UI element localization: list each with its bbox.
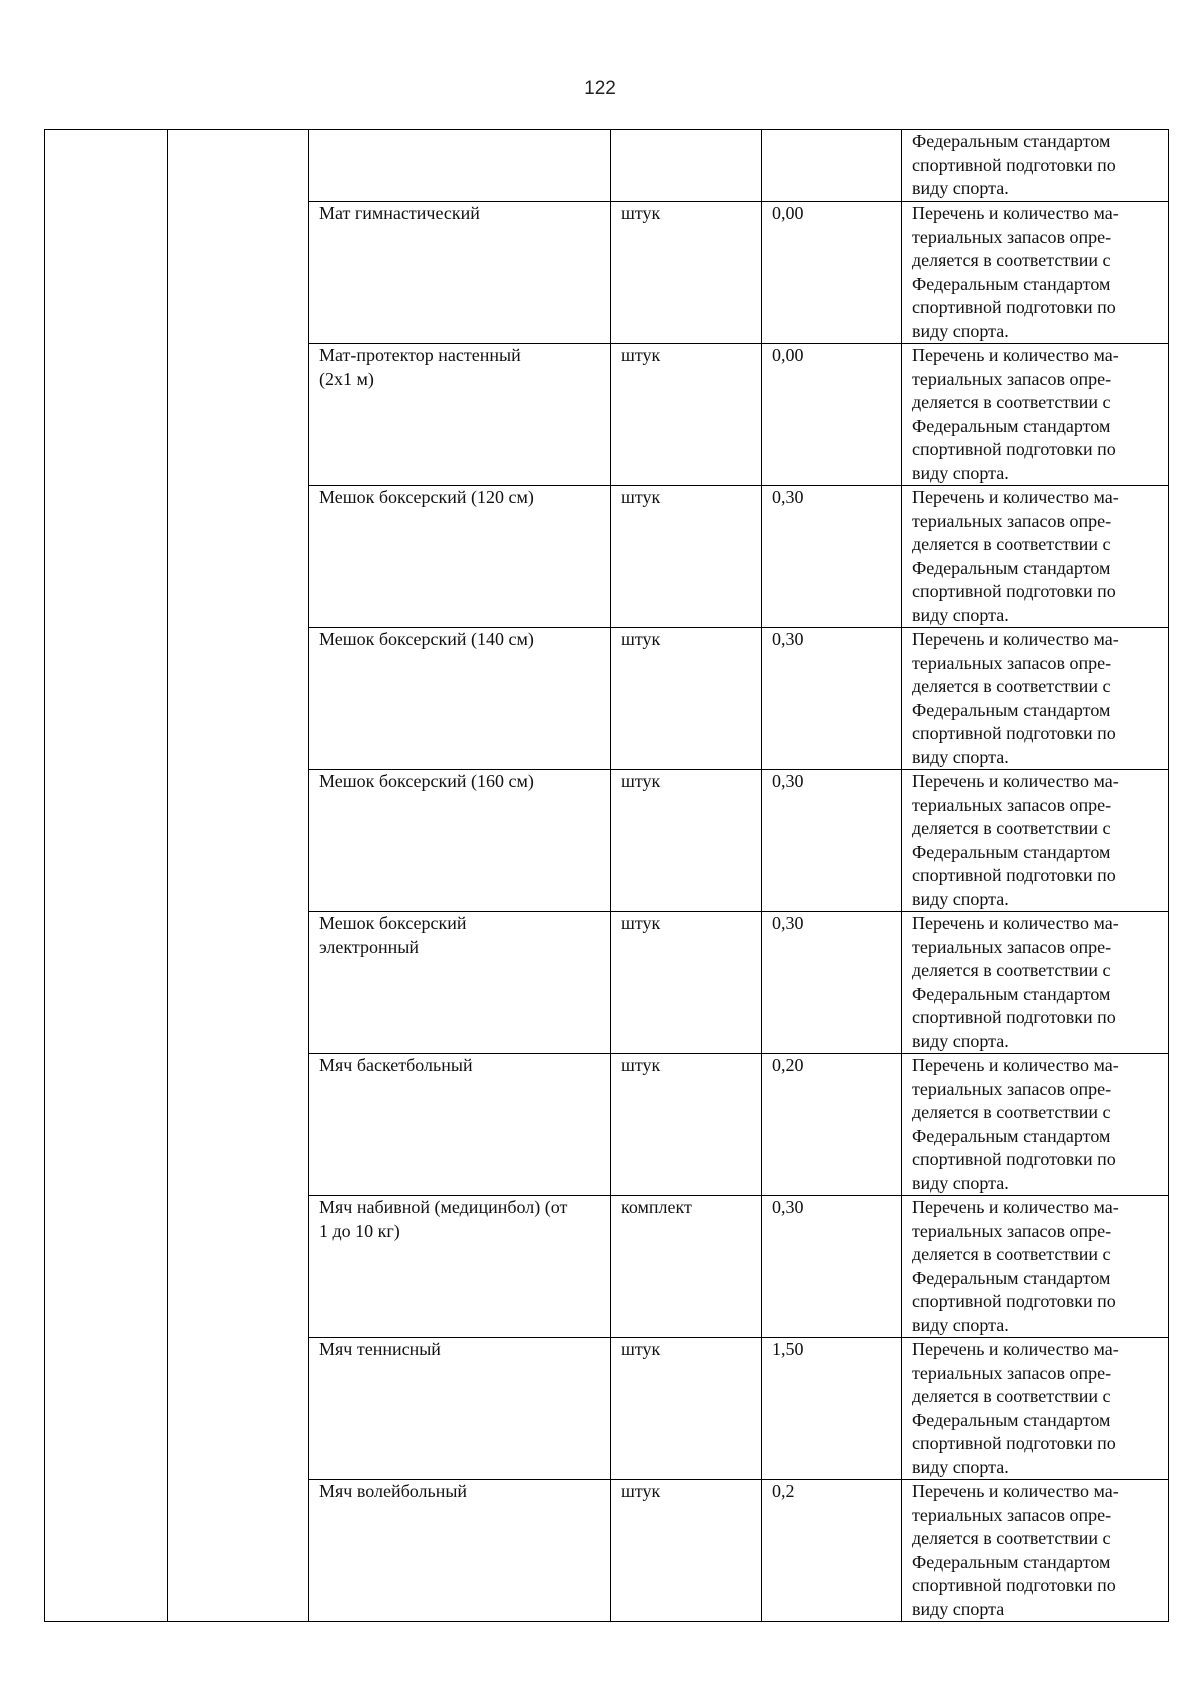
note-text: Перечень и количество ма- териальных запасов опре- деляется в соответствии с Федеральным стандартом спортивной подготовки по виду спорта. bbox=[912, 1339, 1119, 1477]
note-text: Перечень и количество ма- териальных запасов опре- деляется в соответствии с Федеральным стандартом спортивной подготовки по виду спорта. bbox=[912, 1055, 1119, 1193]
unit-cell bbox=[611, 1196, 762, 1338]
item-name: Мешок боксерский (160 см) bbox=[319, 771, 534, 791]
merged-cell-col1 bbox=[45, 130, 168, 1622]
item-name: Мат гимнастический bbox=[319, 203, 480, 223]
note-text: Перечень и количество ма- териальных запасов опре- деляется в соответствии с Федеральным стандартом спортивной подготовки по виду спорта. bbox=[912, 913, 1119, 1051]
quantity-cell bbox=[762, 912, 902, 1054]
note-text: Федеральным стандартом спортивной подготовки по виду спорта. bbox=[912, 131, 1116, 198]
note-text: Перечень и количество ма- териальных запасов опре- деляется в соответствии с Федеральным стандартом спортивной подготовки по виду спорта. bbox=[912, 771, 1119, 909]
item-name: Мяч набивной (медицинбол) (от 1 до 10 кг) bbox=[319, 1197, 568, 1241]
item-name-cell bbox=[309, 1054, 611, 1196]
page-number: 122 bbox=[584, 78, 616, 99]
note-cell bbox=[902, 1196, 1169, 1338]
quantity-cell bbox=[762, 1480, 902, 1622]
note-text: Перечень и количество ма- териальных запасов опре- деляется в соответствии с Федеральным стандартом спортивной подготовки по виду спорта. bbox=[912, 1197, 1119, 1335]
equipment-table bbox=[44, 129, 1169, 1622]
note-text: Перечень и количество ма- териальных запасов опре- деляется в соответствии с Федеральным стандартом спортивной подготовки по виду спорта. bbox=[912, 203, 1119, 341]
item-name-cell bbox=[309, 1196, 611, 1338]
quantity: 0,00 bbox=[772, 345, 804, 365]
note-cell bbox=[902, 344, 1169, 486]
unit: штук bbox=[621, 771, 661, 791]
note-cell bbox=[902, 130, 1169, 202]
unit-cell bbox=[611, 344, 762, 486]
quantity-cell bbox=[762, 486, 902, 628]
note-text: Перечень и количество ма- териальных запасов опре- деляется в соответствии с Федеральным стандартом спортивной подготовки по виду спорта. bbox=[912, 487, 1119, 625]
item-name: Мяч теннисный bbox=[319, 1339, 441, 1359]
quantity: 1,50 bbox=[772, 1339, 804, 1359]
unit-cell bbox=[611, 130, 762, 202]
unit-cell bbox=[611, 770, 762, 912]
item-name: Мешок боксерский (140 см) bbox=[319, 629, 534, 649]
unit: штук bbox=[621, 1481, 661, 1501]
item-name-cell bbox=[309, 1338, 611, 1480]
unit: штук bbox=[621, 203, 661, 223]
quantity-cell bbox=[762, 770, 902, 912]
item-name: Мешок боксерский электронный bbox=[319, 913, 467, 957]
note-cell bbox=[902, 912, 1169, 1054]
unit-cell bbox=[611, 202, 762, 344]
unit: комплект bbox=[621, 1197, 692, 1217]
item-name-cell bbox=[309, 628, 611, 770]
unit: штук bbox=[621, 487, 661, 507]
note-text: Перечень и количество ма- териальных запасов опре- деляется в соответствии с Федеральным стандартом спортивной подготовки по виду спорта bbox=[912, 1481, 1119, 1619]
note-cell bbox=[902, 1054, 1169, 1196]
quantity-cell bbox=[762, 130, 902, 202]
equipment-table-body bbox=[45, 130, 1169, 1622]
note-cell bbox=[902, 202, 1169, 344]
item-name-cell bbox=[309, 130, 611, 202]
unit-cell bbox=[611, 1338, 762, 1480]
quantity: 0,30 bbox=[772, 629, 804, 649]
item-name: Мяч волейбольный bbox=[319, 1481, 468, 1501]
quantity: 0,30 bbox=[772, 913, 804, 933]
note-cell bbox=[902, 1480, 1169, 1622]
unit: штук bbox=[621, 1339, 661, 1359]
table-row bbox=[45, 130, 1169, 202]
item-name-cell bbox=[309, 344, 611, 486]
unit-cell bbox=[611, 1054, 762, 1196]
quantity: 0,2 bbox=[772, 1481, 795, 1501]
item-name: Мяч баскетбольный bbox=[319, 1055, 473, 1075]
quantity-cell bbox=[762, 1196, 902, 1338]
note-cell bbox=[902, 486, 1169, 628]
quantity-cell bbox=[762, 1054, 902, 1196]
item-name: Мат-протектор настенный (2х1 м) bbox=[319, 345, 521, 389]
quantity: 0,20 bbox=[772, 1055, 804, 1075]
note-text: Перечень и количество ма- териальных запасов опре- деляется в соответствии с Федеральным стандартом спортивной подготовки по виду спорта. bbox=[912, 345, 1119, 483]
unit-cell bbox=[611, 486, 762, 628]
unit: штук bbox=[621, 1055, 661, 1075]
unit: штук bbox=[621, 629, 661, 649]
item-name: Мешок боксерский (120 см) bbox=[319, 487, 534, 507]
unit-cell bbox=[611, 1480, 762, 1622]
unit: штук bbox=[621, 345, 661, 365]
quantity: 0,00 bbox=[772, 203, 804, 223]
item-name-cell bbox=[309, 1480, 611, 1622]
note-text: Перечень и количество ма- териальных запасов опре- деляется в соответствии с Федеральным стандартом спортивной подготовки по виду спорта. bbox=[912, 629, 1119, 767]
quantity-cell bbox=[762, 628, 902, 770]
merged-cell-col2 bbox=[168, 130, 309, 1622]
unit-cell bbox=[611, 628, 762, 770]
item-name-cell bbox=[309, 770, 611, 912]
item-name-cell bbox=[309, 912, 611, 1054]
unit: штук bbox=[621, 913, 661, 933]
item-name-cell bbox=[309, 486, 611, 628]
item-name-cell bbox=[309, 202, 611, 344]
quantity: 0,30 bbox=[772, 487, 804, 507]
quantity-cell bbox=[762, 202, 902, 344]
quantity-cell bbox=[762, 1338, 902, 1480]
note-cell bbox=[902, 1338, 1169, 1480]
quantity: 0,30 bbox=[772, 1197, 804, 1217]
quantity-cell bbox=[762, 344, 902, 486]
quantity: 0,30 bbox=[772, 771, 804, 791]
note-cell bbox=[902, 770, 1169, 912]
note-cell bbox=[902, 628, 1169, 770]
unit-cell bbox=[611, 912, 762, 1054]
